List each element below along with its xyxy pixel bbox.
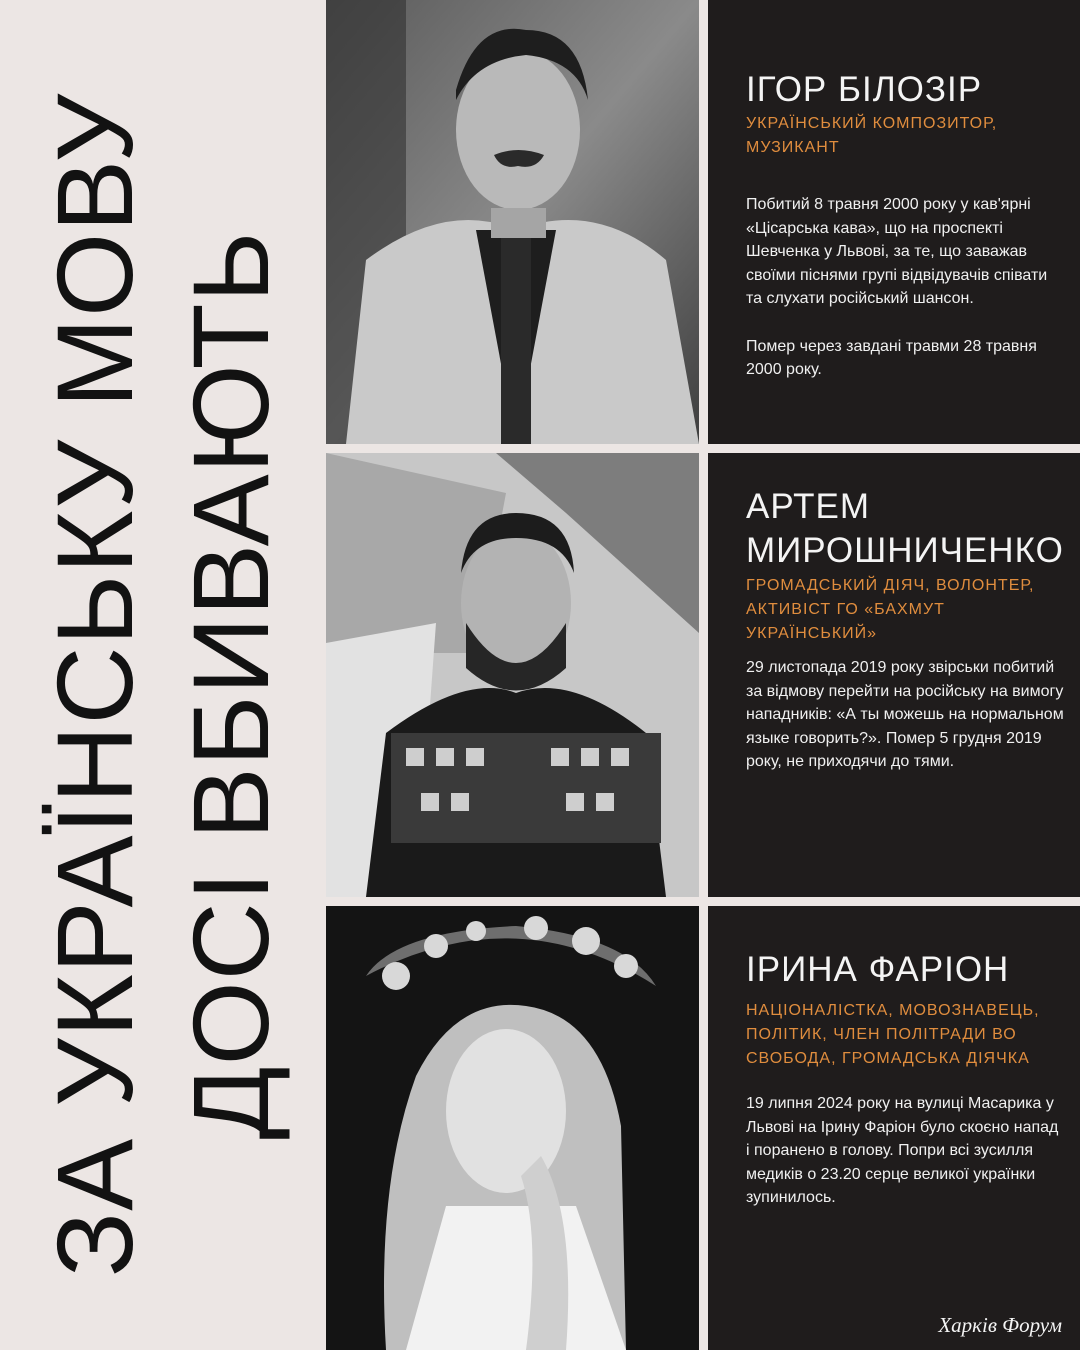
brand-logo: Харків Форум — [938, 1313, 1062, 1337]
person-name: АРТЕМ МИРОШНИЧЕНКО — [746, 487, 1064, 570]
portrait-photo-1 — [326, 0, 699, 444]
person-role: УКРАЇНСЬКИЙ КОМПОЗИТОР, МУЗИКАНТ — [746, 115, 998, 156]
portrait-photo-3 — [326, 906, 699, 1350]
person-name: ІРИНА ФАРІОН — [746, 950, 1010, 989]
person-card-3 — [708, 906, 1080, 1350]
person-card-2 — [708, 453, 1080, 897]
title-band — [0, 0, 326, 1350]
person-role: ГРОМАДСЬКИЙ ДІЯЧ, ВОЛОНТЕР, АКТИВІСТ ГО «БАХМУТ УКРАЇНСЬКИЙ» — [746, 577, 1035, 642]
portrait-photo-2 — [326, 453, 699, 897]
person-role: НАЦІОНАЛІСТКА, МОВОЗНАВЕЦЬ, ПОЛІТИК, ЧЛЕН ПОЛІТРАДИ ВО СВОБОДА, ГРОМАДСЬКА ДІЯЧКА — [746, 1002, 1040, 1067]
person-description: 19 липня 2024 року на вулиці Масарика у Львові на Ірину Фаріон було скоєно напад і поранено в голову. Попри всі зусилля медиків о 23.20 серце великої українки зупинилось. — [746, 1095, 1059, 1207]
person-name: ІГОР БІЛОЗІР — [746, 70, 983, 109]
page-title — [27, 93, 299, 1277]
person-description: Побитий 8 травня 2000 року у кав'ярні «Цісарська кава», що на проспекті Шевченка у Львові, за те, що заважав своїми піснями групі відвідувачів співати та слухати російський шансон. Помер через завдані травми 28 травня 2000 року. — [746, 196, 1048, 379]
page-title-line-2: ДОСІ ВБИВАЮТЬ — [170, 230, 291, 1140]
page-title-line-1: ЗА УКРАЇНСЬКУ МОВУ — [34, 92, 155, 1278]
person-card-1 — [708, 0, 1080, 444]
person-description: 29 листопада 2019 року звірськи побитий за відмову перейти на російську на вимогу нападників: «А ты можешь на нормальном языке говорить?». Помер 5 грудня 2019 року, не приходячи до тями. — [746, 659, 1064, 771]
